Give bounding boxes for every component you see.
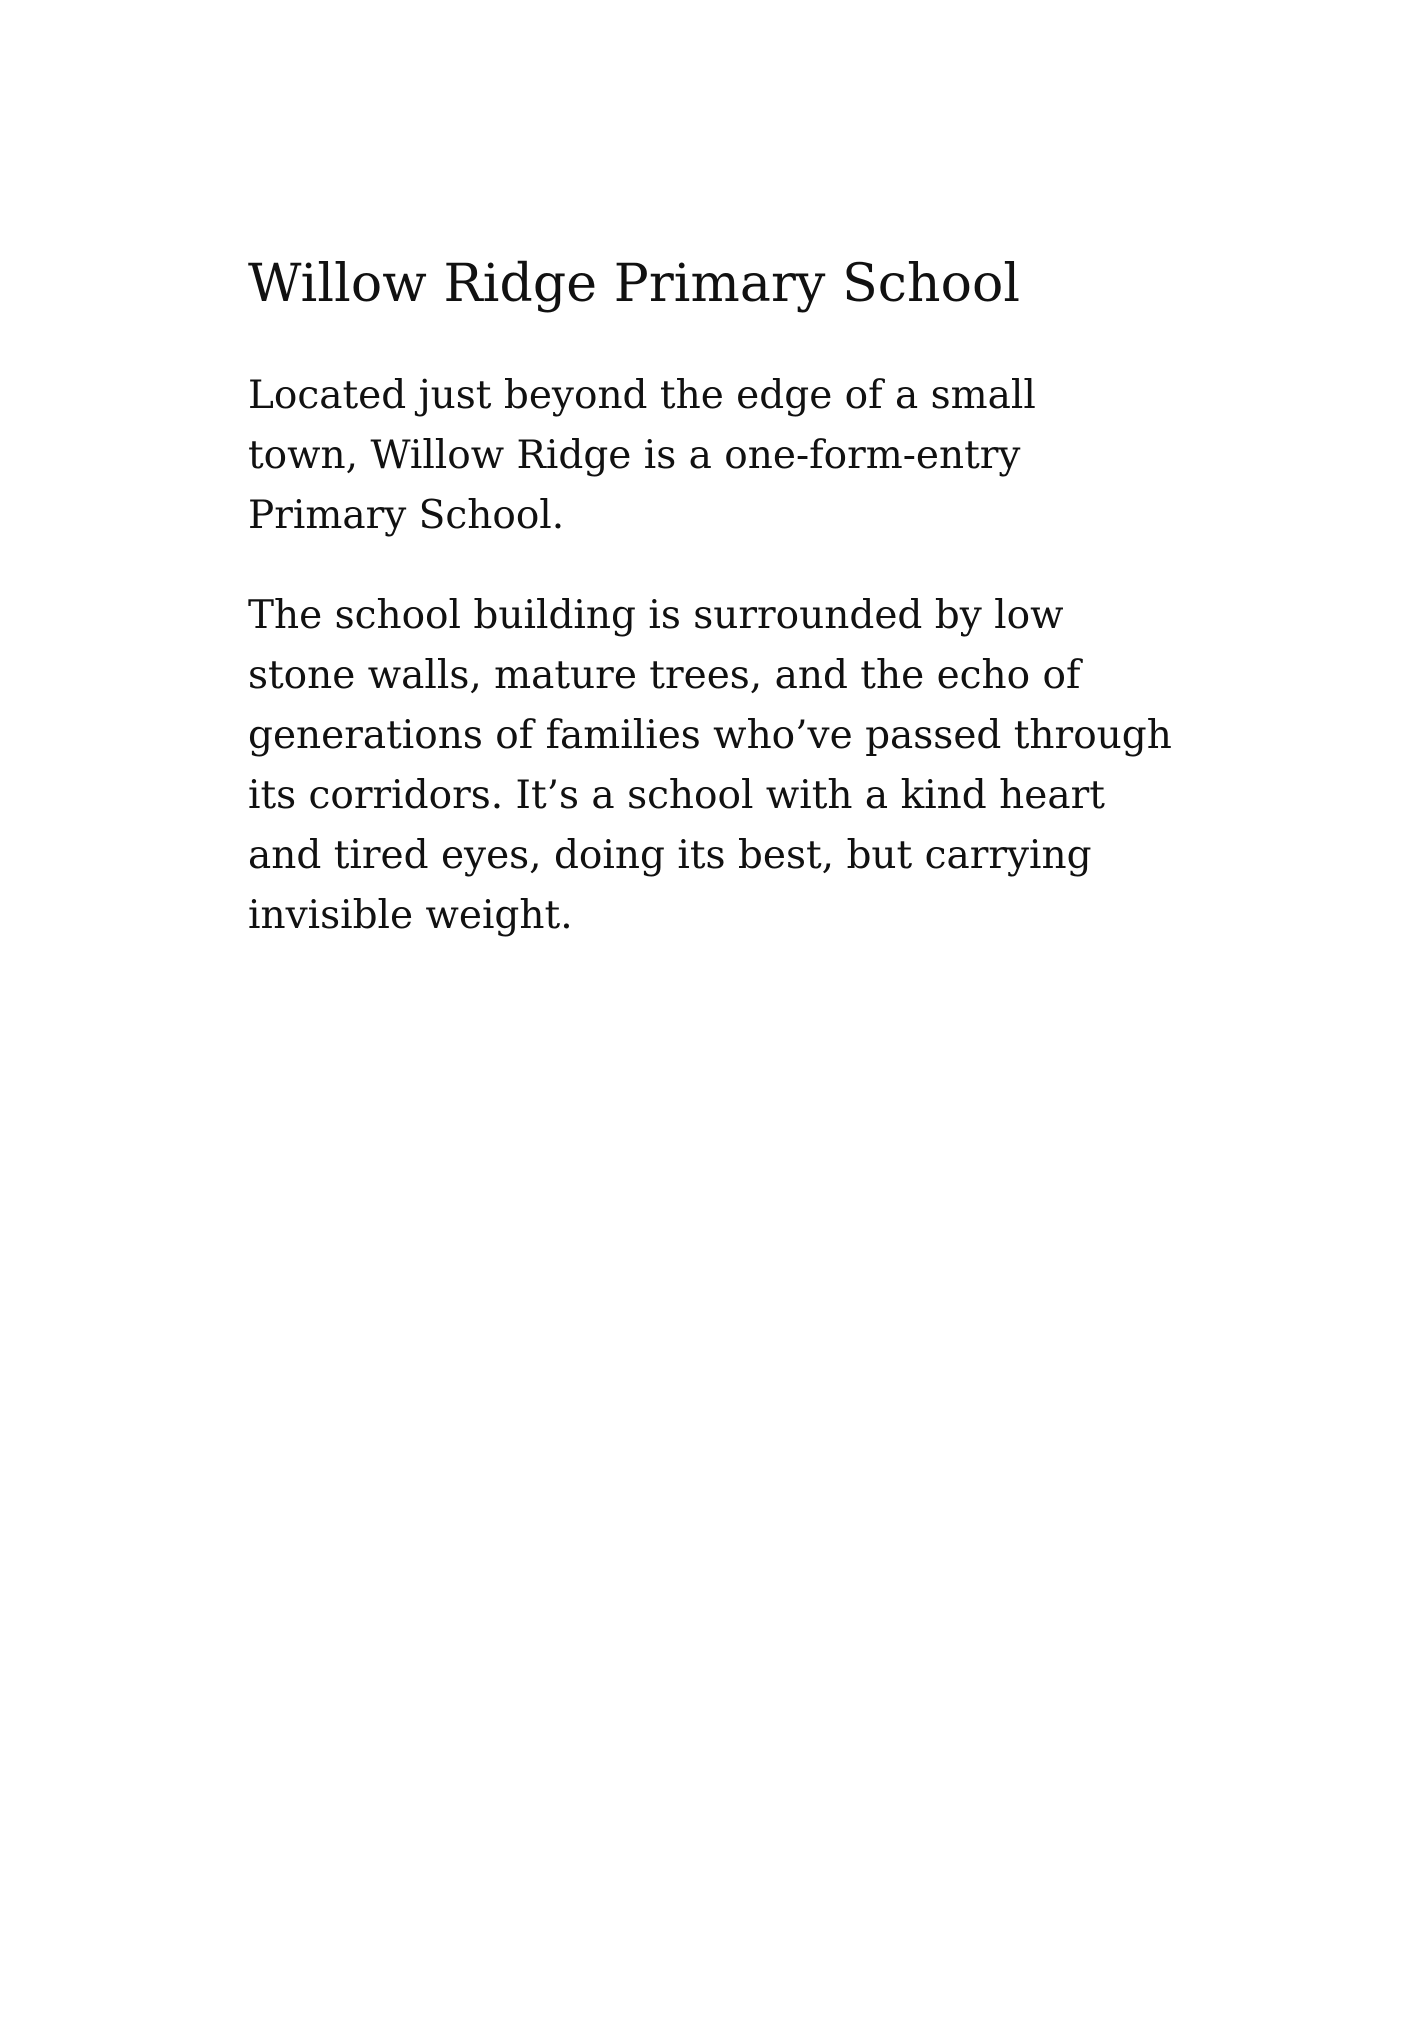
- page-title: Willow Ridge Primary School: [248, 254, 1021, 314]
- intro-paragraph: Located just beyond the edge of a small town, Willow Ridge is a one-form-entry Primary School.: [248, 373, 1036, 538]
- document-content: [248, 248, 1178, 946]
- description-paragraph: The school building is surrounded by low stone walls, mature trees, and the echo of generations of families who’ve passed through its corridors. It’s a school with a kind heart and tired eyes, doing its best, but carrying invisible weight.: [248, 593, 1172, 938]
